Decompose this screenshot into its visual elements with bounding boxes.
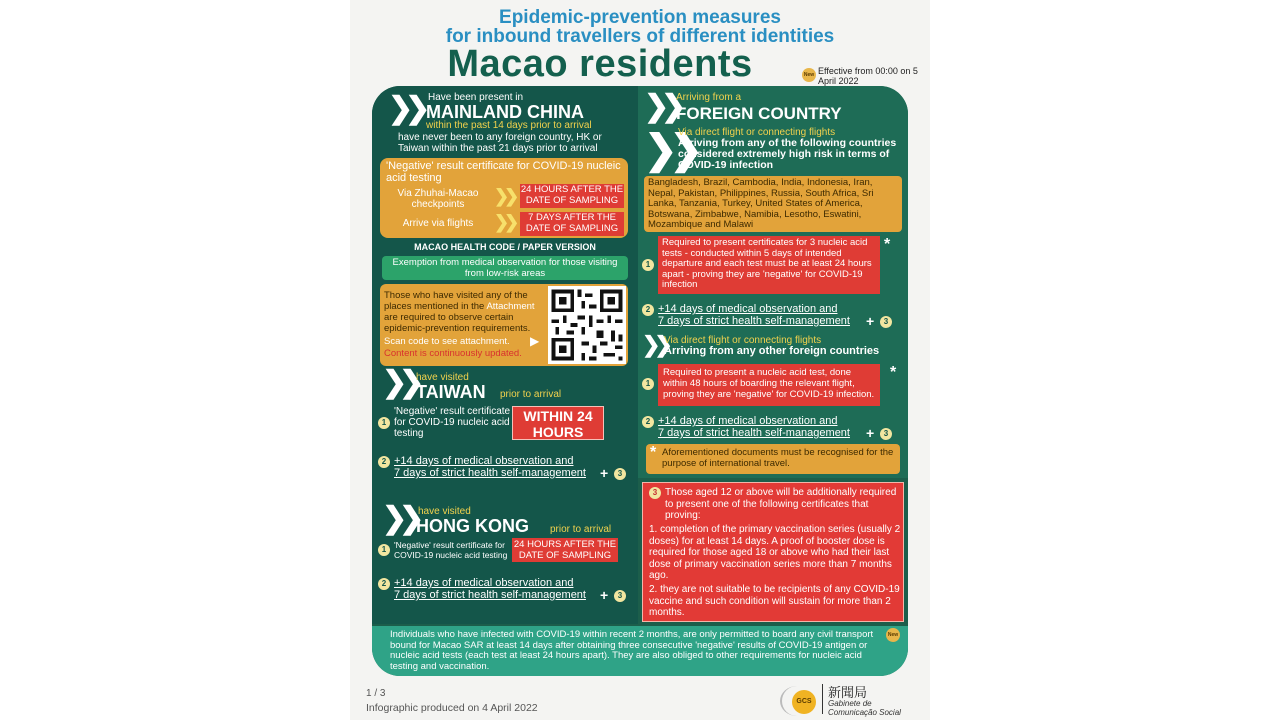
- foreign-via-2: Via direct flight or connecting flights: [664, 335, 822, 346]
- hk-obs-2: 7 days of strict health self-management: [394, 589, 586, 601]
- step-3-icon: 3: [649, 487, 661, 499]
- foreign-place: FOREIGN COUNTRY: [676, 104, 842, 123]
- hk-intro: have visited: [418, 506, 471, 517]
- step-1-icon: 1: [642, 259, 654, 271]
- logo-divider: [822, 684, 823, 714]
- logo-mark: GCS: [792, 690, 816, 714]
- play-arrow-icon: ▶: [530, 334, 540, 348]
- mainland-within: within the past 14 days prior to arrival: [426, 120, 592, 131]
- gcs-logo: [780, 680, 930, 720]
- health-code-label: MACAO HEALTH CODE / PAPER VERSION: [414, 242, 596, 252]
- plus-icon: +: [600, 587, 609, 603]
- hk-place: HONG KONG: [416, 516, 530, 536]
- taiwan-suffix: prior to arrival: [500, 389, 562, 400]
- step-1-icon: 1: [642, 378, 654, 390]
- via-checkpoint-label: Via Zhuhai-Macao checkpoints: [397, 188, 479, 210]
- recognised-note: Aforementioned documents must be recognised for the purpose of international travel.: [662, 447, 894, 469]
- hk-suffix: prior to arrival: [550, 524, 612, 535]
- foreign-intro: Arriving from a: [676, 92, 742, 103]
- asterisk-icon: *: [890, 364, 897, 381]
- mainland-note: have never been to any foreign country, HK or Taiwan within the past 21 days prior to arrival: [398, 132, 602, 154]
- new-badge-icon: New: [886, 628, 900, 642]
- via-flight-label: Arrive via flights: [402, 218, 474, 229]
- left-column: [372, 86, 638, 624]
- scan-code-text: Scan code to see attachment.: [384, 336, 510, 347]
- foreign-obs-2b: 7 days of strict health self-management: [658, 427, 850, 439]
- attachment-text-a: Those who have visited any of the places mentioned in the: [384, 290, 528, 312]
- hk-time: 24 HOURS AFTER THE DATE OF SAMPLING: [513, 539, 617, 561]
- chevron-right-icon: ❯❯: [494, 212, 515, 232]
- logo-pt-2: Comunicação Social: [828, 708, 901, 717]
- attachment-text-b: are required to observe certain epidemic-prevention requirements.: [384, 312, 531, 334]
- bottom-note: Individuals who have infected with COVID-19 within recent 2 months, are only permitted to board any civil transport bound for Macao SAR at least 14 days after obtaining three consecutive 'negative' results of COVID-19 antigen or nucleic acid tests (each test at least 24 hours apart). They are also obliged to other requirements for nucleic acid testing and vaccination.: [390, 629, 874, 672]
- step-1-icon: 1: [378, 417, 390, 429]
- asterisk-icon: *: [884, 236, 891, 253]
- step-1-icon: 1: [378, 544, 390, 556]
- exemption-bar: Exemption from medical observation for those visiting from low-risk areas: [382, 256, 628, 280]
- foreign-req-1: Required to present certificates for 3 nucleic acid tests - conducted within 5 days of intended departure and each test must be at least 24 hours apart - proving they are 'negative' for COVID-19 infection: [658, 236, 880, 294]
- asterisk-icon: *: [650, 444, 657, 461]
- attachment-text: [384, 290, 544, 334]
- new-badge-icon: New: [802, 68, 816, 82]
- produced-date: Infographic produced on 4 April 2022: [366, 702, 538, 714]
- hk-cert: 'Negative' result certificate for COVID-19 nucleic acid testing: [394, 540, 508, 560]
- vaccination-point-1: 1. completion of the primary vaccination series (usually 2 doses) for at least 14 days. A proof of booster dose is required for those aged 18 or above who had their last dose of primary vaccination series more than 7 months ago.: [649, 524, 901, 581]
- countries-box: [644, 176, 902, 232]
- foreign-obs-1: +14 days of medical observation and: [658, 303, 838, 315]
- foreign-req-2: Required to present a nucleic acid test, done within 48 hours of boarding the relevant flight, proving they are 'negative' for COVID-19 infection.: [658, 364, 880, 406]
- qr-code[interactable]: [548, 286, 626, 364]
- chevron-right-icon: ❯❯: [388, 92, 423, 125]
- taiwan-time: WITHIN 24 HOURS: [512, 406, 604, 440]
- vaccination-point-2: 2. they are not suitable to be recipients of any COVID-19 vaccine and such condition will sustain for more than 2 months.: [649, 584, 900, 618]
- step-2-icon: 2: [642, 416, 654, 428]
- header-line-1: Epidemic-prevention measures: [499, 7, 781, 28]
- vaccination-panel: [642, 482, 904, 622]
- recognised-note-box: [646, 444, 900, 474]
- hk-obs-1: +14 days of medical observation and: [394, 577, 574, 589]
- mainland-cert-text: 'Negative' result certificate for COVID-19 nucleic acid testing: [386, 160, 621, 184]
- vaccination-intro: Those aged 12 or above will be additionally required to present one of the following certificates that proving:: [665, 487, 897, 521]
- chevron-right-icon: ❯❯: [494, 186, 515, 206]
- via-checkpoint-time: 24 HOURS AFTER THE DATE OF SAMPLING: [520, 184, 624, 206]
- countries-list: Bangladesh, Brazil, Cambodia, India, Indonesia, Iran, Nepal, Pakistan, Philippines, Russia, South Africa, Sri Lanka, Tanzania, Turkey, United States of America, Botswana, Zimbabwe, Namibia, Lesotho, Eswatini, Mozambique and Malawi: [648, 177, 874, 230]
- mainland-place: MAINLAND CHINA: [426, 102, 584, 122]
- foreign-obs-1b: +14 days of medical observation and: [658, 415, 838, 427]
- effective-date: Effective from 00:00 on 5 April 2022: [818, 66, 918, 86]
- header-line-2: for inbound travellers of different identities: [445, 26, 835, 47]
- foreign-obs-2: 7 days of strict health self-management: [658, 315, 850, 327]
- taiwan-place: TAIWAN: [416, 382, 486, 402]
- plus-icon: +: [866, 425, 875, 441]
- step-3-icon: 3: [880, 428, 892, 440]
- via-flight-time: 7 DAYS AFTER THE DATE OF SAMPLING: [520, 212, 624, 236]
- bottom-note-bar: [372, 626, 908, 676]
- other-countries-heading: Arriving from any other foreign countries: [664, 345, 880, 357]
- taiwan-obs-1: +14 days of medical observation and: [394, 455, 574, 467]
- taiwan-obs-2: 7 days of strict health self-management: [394, 467, 586, 479]
- foreign-via-1: Via direct flight or connecting flights: [678, 127, 836, 138]
- updated-text: Content is continuously updated.: [384, 348, 522, 359]
- high-risk-heading: Arriving from any of the following countries considered extremely high risk in terms of COVID-19 infection: [678, 137, 897, 171]
- chevron-right-icon: ❯❯: [644, 90, 679, 123]
- page-number: 1 / 3: [366, 688, 386, 699]
- plus-icon: +: [600, 465, 609, 481]
- step-3-icon: 3: [880, 316, 892, 328]
- logo-pt-1: Gabinete de: [828, 699, 872, 708]
- attachment-box: [380, 284, 628, 366]
- infographic-sheet: [350, 0, 930, 720]
- taiwan-cert: 'Negative' result certificate for COVID-19 nucleic acid testing: [394, 406, 511, 439]
- attachment-link[interactable]: Attachment: [486, 301, 535, 312]
- step-3-icon: 3: [614, 590, 626, 602]
- mainland-cert-box: [380, 158, 628, 238]
- chevron-right-icon: ❯❯: [382, 366, 417, 399]
- step-3-icon: 3: [614, 468, 626, 480]
- plus-icon: +: [866, 313, 875, 329]
- taiwan-intro: have visited: [416, 372, 469, 383]
- page-title: Macao residents: [447, 43, 753, 85]
- step-2-icon: 2: [642, 304, 654, 316]
- step-2-icon: 2: [378, 578, 390, 590]
- chevron-right-icon: ❯❯: [382, 502, 417, 535]
- chevron-right-icon: ❯❯: [642, 332, 667, 357]
- chevron-right-icon: ❯❯: [644, 128, 696, 172]
- content-board: [372, 86, 908, 676]
- logo-chinese: 新聞局: [828, 686, 868, 701]
- qr-code-graphic: [548, 286, 626, 364]
- step-2-icon: 2: [378, 456, 390, 468]
- mainland-intro: Have been present in: [428, 92, 524, 103]
- right-column: [638, 86, 908, 478]
